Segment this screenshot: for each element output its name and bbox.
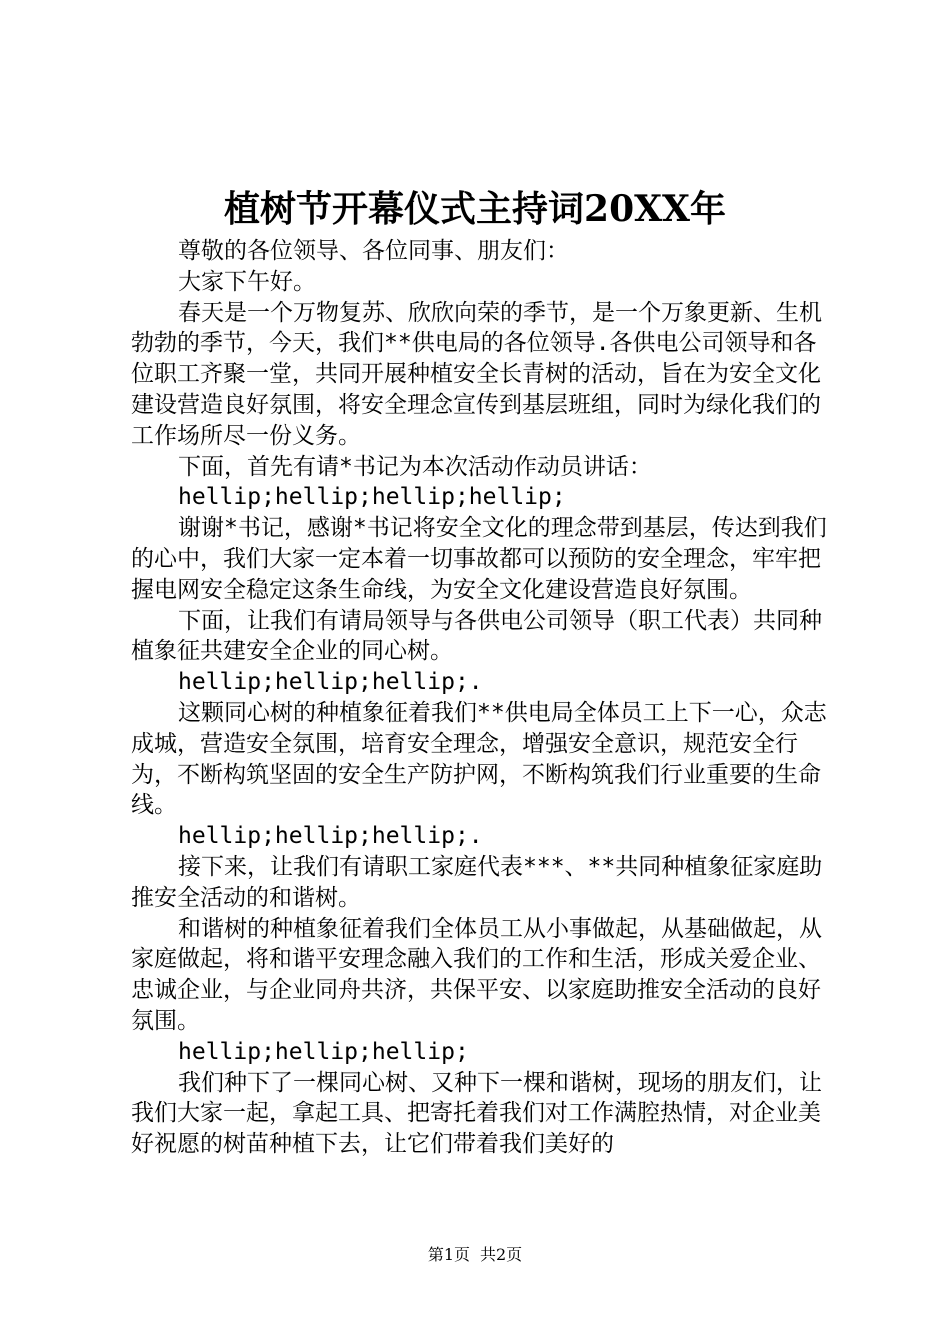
page-title: 植树节开幕仪式主持词20XX年 bbox=[224, 188, 726, 230]
paragraph-good-afternoon: 大家下午好。 bbox=[178, 268, 316, 295]
paragraph-ellipsis: hellip;hellip;hellip; bbox=[178, 1038, 469, 1065]
page-total: 共2页 bbox=[480, 1245, 523, 1264]
page-footer bbox=[0, 1243, 950, 1267]
page-number: 第1页 bbox=[427, 1245, 470, 1264]
paragraph-spring-opening: 春天是一个万物复苏、欣欣向荣的季节，是一个万象更新、生机勃勃的季节，今天，我们**供电局的各位领导.各供电公司领导和各位职工齐聚一堂，共同开展种植安全长青树的活动，旨在为安全文化建设营造良好氛围，将安全理念宣传到基层班组，同时为绿化我们的工作场所尽一份义务。 bbox=[131, 299, 822, 449]
paragraph-ellipsis: hellip;hellip;hellip;. bbox=[178, 823, 483, 850]
paragraph-closing: 我们种下了一棵同心树、又种下一棵和谐树，现场的朋友们，让我们大家一起，拿起工具、把寄托着我们对工作满腔热情，对企业美好祝愿的树苗种植下去，让它们带着我们美好的 bbox=[131, 1069, 822, 1158]
paragraph-harmony-tree: 和谐树的种植象征着我们全体员工从小事做起，从基础做起，从家庭做起，将和谐平安理念融入我们的工作和生活，形成关爱企业、忠诚企业，与企业同舟共济，共保平安、以家庭助推安全活动的良好氛围。 bbox=[131, 915, 822, 1034]
paragraph-secretary-invitation: 下面，首先有请*书记为本次活动作动员讲话： bbox=[178, 453, 652, 480]
paragraph-ellipsis: hellip;hellip;hellip;hellip; bbox=[178, 484, 566, 511]
document-body bbox=[131, 236, 836, 1160]
paragraph-thanks-secretary: 谢谢*书记，感谢*书记将安全文化的理念带到基层，传达到我们的心中，我们大家一定本着一切事故都可以预防的安全理念，牢牢把握电网安全稳定这条生命线，为安全文化建设营造良好氛围。 bbox=[131, 515, 827, 603]
paragraph-family-invitation: 接下来，让我们有请职工家庭代表***、**共同种植象征家庭助推安全活动的和谐树。 bbox=[131, 853, 823, 911]
paragraph-greeting: 尊敬的各位领导、各位同事、朋友们： bbox=[178, 238, 569, 264]
paragraph-ellipsis: hellip;hellip;hellip;. bbox=[178, 669, 483, 696]
paragraph-unity-tree: 这颗同心树的种植象征着我们**供电局全体员工上下一心，众志成城，营造安全氛围，培育安全理念，增强安全意识，规范安全行为，不断构筑坚固的安全生产防护网，不断构筑我们行业重要的生命线。 bbox=[131, 699, 827, 819]
paragraph-leaders-planting: 下面，让我们有请局领导与各供电公司领导（职工代表）共同种植象征共建安全企业的同心树。 bbox=[131, 607, 822, 665]
